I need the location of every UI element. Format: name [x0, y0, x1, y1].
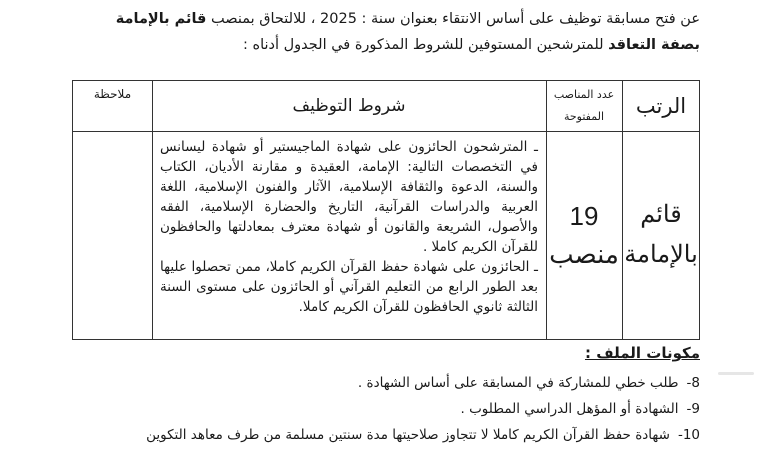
positions-unit: منصب: [549, 239, 619, 269]
item-text: شهادة حفظ القرآن الكريم كاملا لا تتجاوز صلاحيتها مدة سنتين مسلمة من طرف معاهد التكوين: [146, 427, 670, 443]
list-item: [40, 422, 700, 448]
header-count-line-2: المفتوحة: [563, 110, 605, 123]
file-components-list: [40, 370, 700, 448]
header-count-line-1: عدد المناصب: [553, 88, 615, 101]
rank-line-1: قائم: [640, 201, 682, 228]
positions-count: 19: [569, 201, 599, 231]
intro-text: عن فتح مسابقة توظيف على أساس الانتقاء بعنوان سنة : 2025 ، للالتحاق بمنصب: [206, 11, 700, 27]
header-conditions-label: شروط التوظيف: [292, 96, 406, 116]
rank-line-2: بالإمامة: [624, 241, 698, 268]
list-item: [40, 396, 700, 422]
item-number: 10-: [677, 427, 700, 443]
item-text: الشهادة أو المؤهل الدراسي المطلوب .: [460, 401, 679, 417]
scan-smudge: [718, 372, 754, 375]
table-row-rank: [622, 131, 700, 339]
intro-paragraph: [60, 6, 700, 58]
contract-type: بصفة التعاقد: [608, 37, 700, 53]
position-name: قائم بالإمامة: [115, 11, 207, 27]
list-item: [40, 370, 700, 396]
header-open-positions: [546, 81, 622, 131]
header-notes: [73, 81, 152, 131]
item-number: 8-: [686, 375, 700, 391]
table-row-notes: [73, 131, 152, 339]
intro-text: للمترشحين المستوفين للشروط المذكورة في الجدول أدناه :: [243, 37, 609, 53]
item-text: طلب خطي للمشاركة في المسابقة على أساس الشهادة .: [357, 375, 679, 391]
header-rank: [622, 81, 700, 131]
item-number: 9-: [686, 401, 700, 417]
file-components-section: [40, 344, 700, 448]
intro-line-1: [60, 6, 700, 32]
table-row-count: [546, 131, 622, 339]
header-notes-label: ملاحظة: [93, 87, 132, 101]
recruitment-table: [72, 80, 700, 340]
condition-item: ـ المترشحون الحائزون على شهادة الماجيستير أو شهادة ليسانس في التخصصات التالية: الإمامة، العقيدة و مقارنة الأديان، الكتاب والسنة، الدعوة والثقافة الإسلامية، الآثار والفنون الإسلامية، اللغة العربية والدراسات القرآنية، التاريخ والحضارة الإسلامية، الفقه والأصول، الشريعة والقانون أو شهادة معترف بمعادلتها والحافظون للقرآن الكريم كاملا .: [160, 139, 538, 255]
header-conditions: [152, 81, 546, 131]
header-rank-label: الرتب: [635, 94, 687, 118]
condition-item: ـ الحائزون على شهادة حفظ القرآن الكريم كاملا، ممن تحصلوا عليها بعد الطور الرابع من التعليم القرآني أو الحائزون على مستوى السنة الثالثة ثانوي الحافظون للقرآن الكريم كاملا.: [160, 259, 538, 315]
table-row-conditions: [152, 131, 546, 339]
intro-line-2: [60, 32, 700, 58]
file-components-title: مكونات الملف :: [584, 344, 700, 362]
